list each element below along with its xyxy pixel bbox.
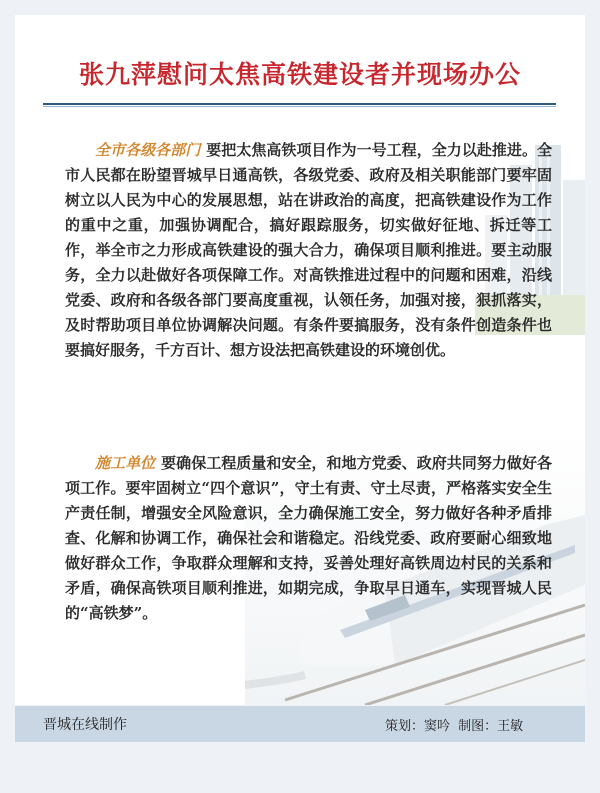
paragraph-1-text: 要把太焦高铁项目作为一号工程，全力以赴推进。全市人民都在盼望晋城早日通高铁，各级党委、政府及相关职能部门要牢固树立以人民为中心的发展思想，站在讲政治的高度，把高铁建设作为工作的重中之重，加强协调配合，搞好跟踪服务，切实做好征地、拆迁等工作，举全市之力形成高铁建设的强大合力，确保项目顺利推进。要主动服务，全力以赴做好各项保障工作。对高铁推进过程中的问题和困难，沿线党委、政府和各级各部门要高度重视，认领任务，加强对接，狠抓落实，及时帮助项目单位协调解决问题。有条件要搞服务，没有条件创造条件也要搞好服务，千方百计、想方设法把高铁建设的环境创优。 bbox=[65, 141, 552, 359]
title-divider bbox=[43, 103, 556, 105]
paragraph-2 bbox=[65, 451, 552, 626]
article-card bbox=[15, 15, 585, 705]
paragraph-2-lead: 施工单位 bbox=[95, 454, 156, 472]
designer-credit: 制图：王敏 bbox=[458, 718, 524, 734]
paragraph-2-text: 要确保工程质量和安全，和地方党委、政府共同努力做好各项工作。要牢固树立“四个意识”，守土有责、守土尽责，严格落实安全生产责任制，增强安全风险意识，全力确保施工安全，努力做好各种矛盾排查、化解和协调工作，确保社会和谐稳定。沿线党委、政府要耐心细致地做好群众工作，争取群众理解和支持，妥善处理好高铁周边村民的关系和矛盾，确保高铁项目顺利推进，如期完成，争取早日通车，实现晋城人民的“高铁梦”。 bbox=[65, 454, 552, 622]
footer-bar bbox=[15, 706, 585, 742]
paragraph-1 bbox=[65, 138, 552, 363]
paragraph-1-lead: 全市各级各部门 bbox=[95, 141, 201, 159]
page-title: 张九萍慰问太焦高铁建设者并现场办公 bbox=[78, 60, 521, 89]
staff-credits bbox=[385, 715, 527, 734]
planner-credit: 策划：窦吟 bbox=[385, 718, 451, 734]
producer-credit: 晋城在线制作 bbox=[43, 717, 127, 733]
